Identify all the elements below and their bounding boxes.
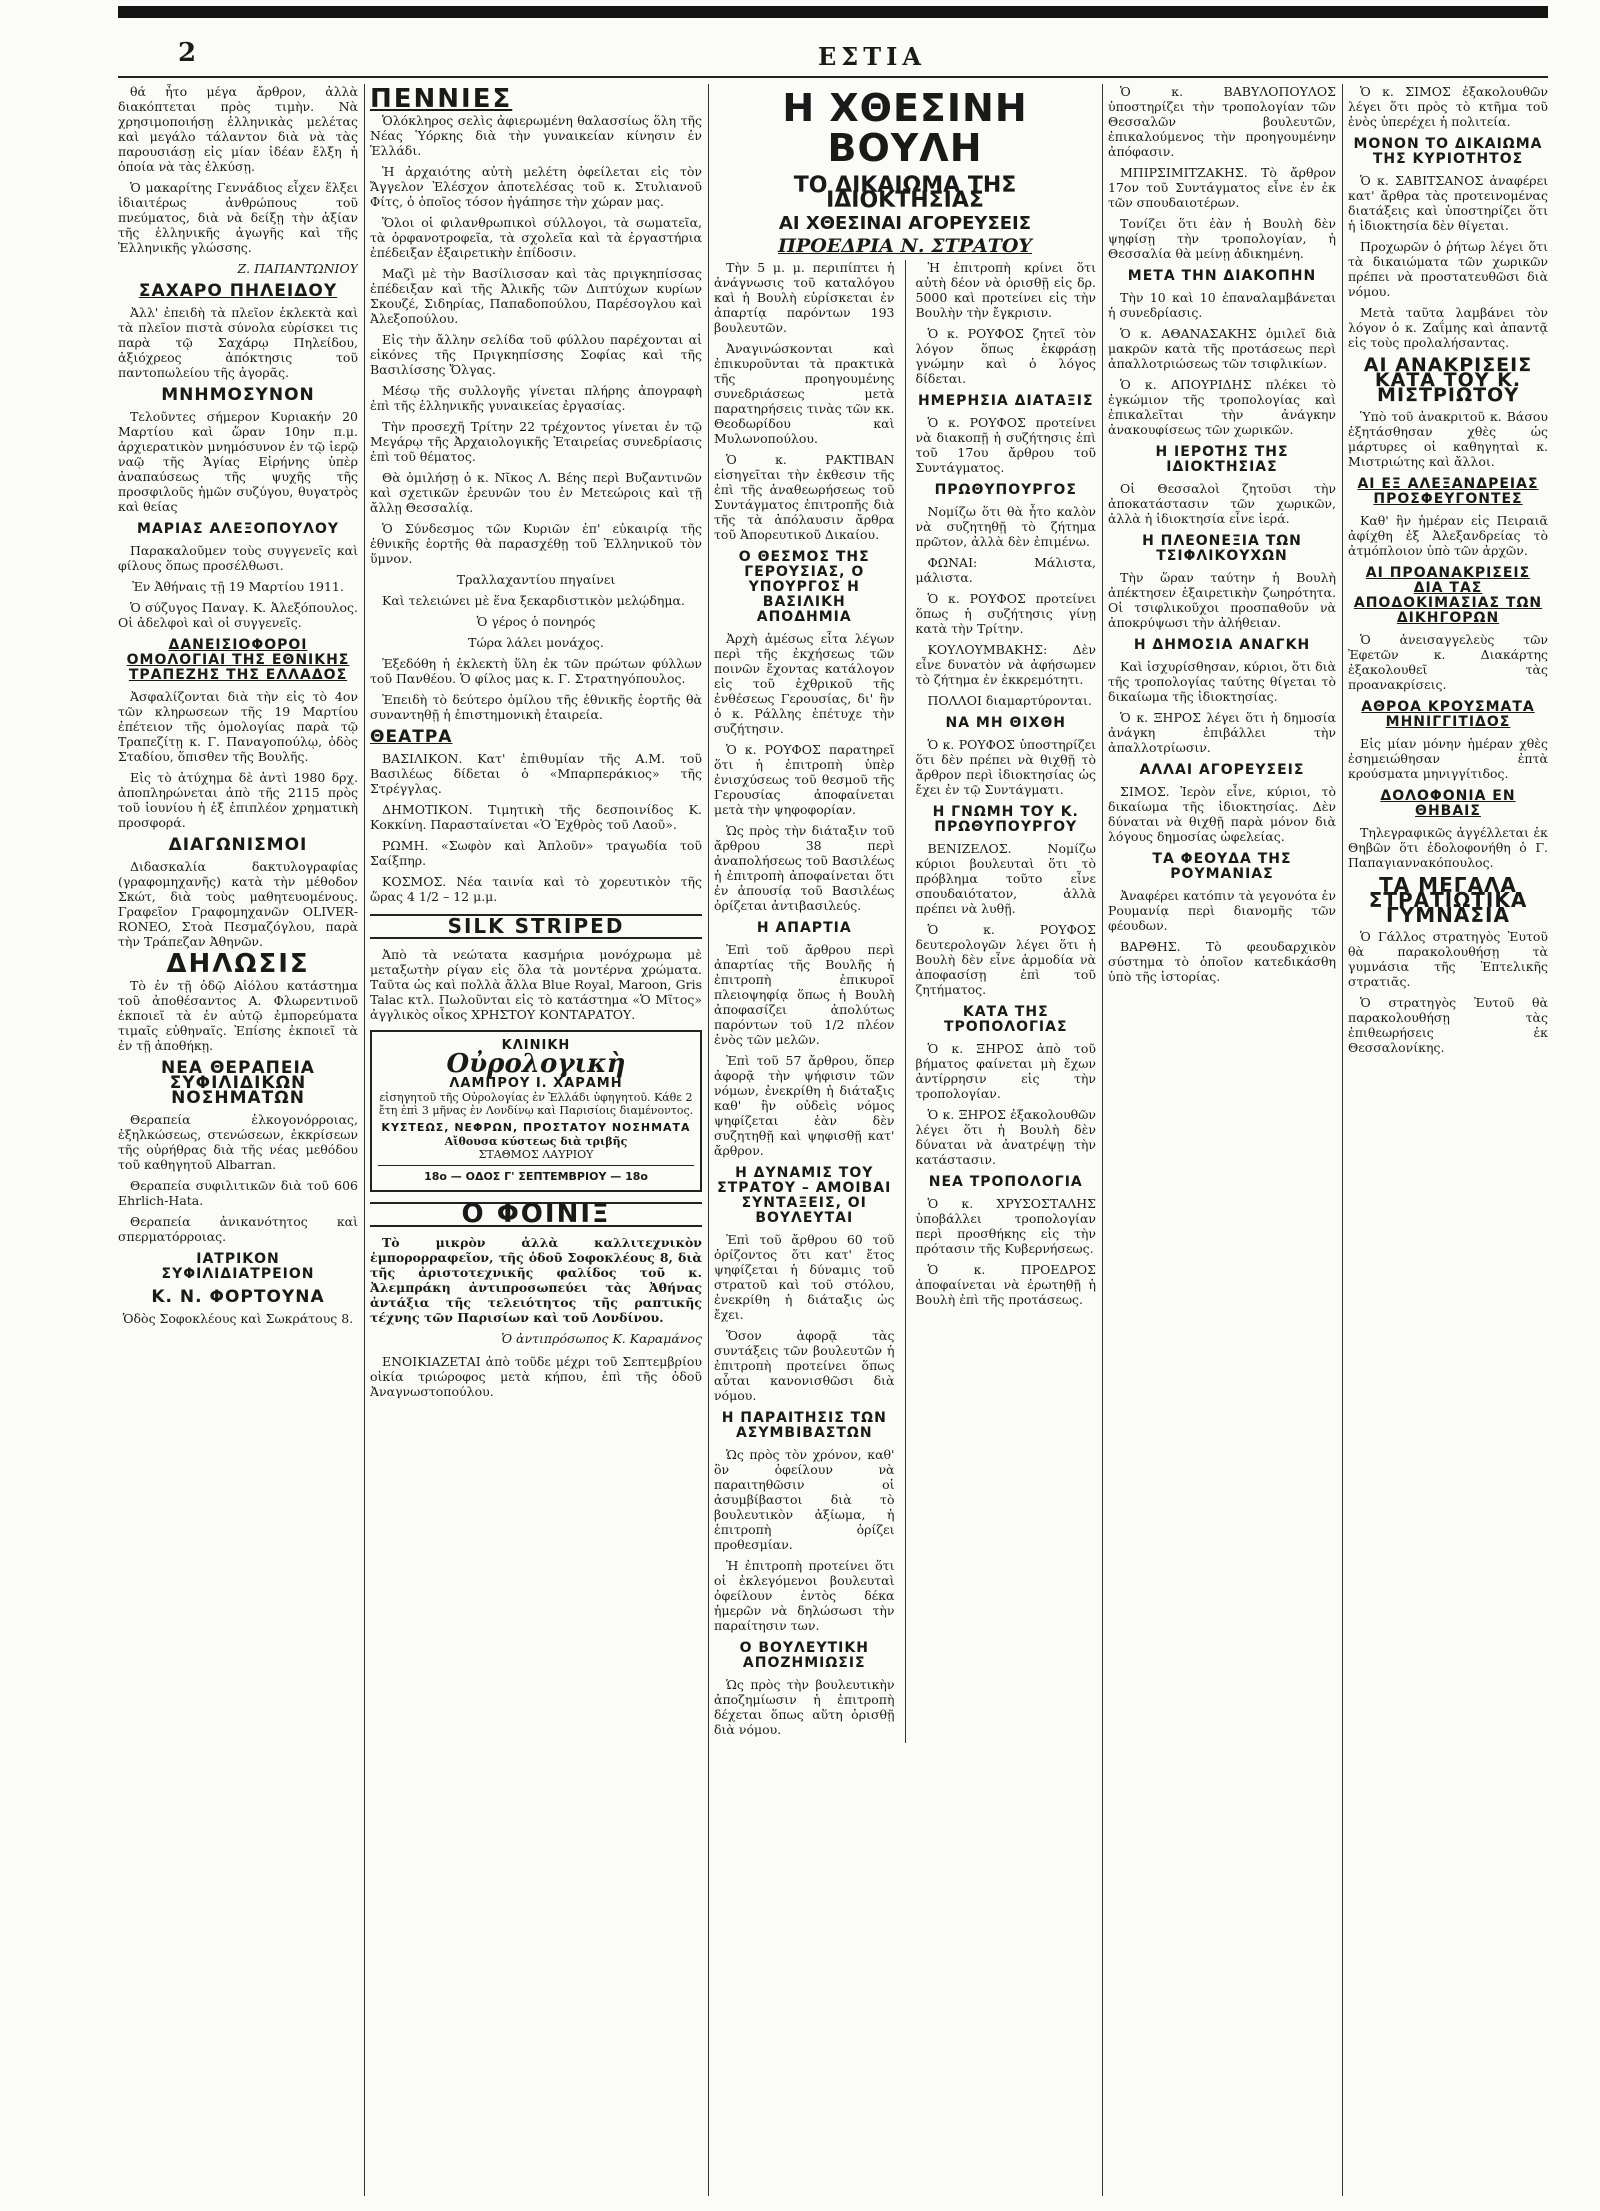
ad-text: ΣΤΑΘΜΟΣ ΛΑΥΡΙΟΥ xyxy=(478,1148,594,1161)
paragraph: Ὁ κ. ΑΘΑΝΑΣΑΚΗΣ ὁμιλεῖ διὰ μακρῶν κατὰ τῆς προτάσεως περὶ ἀπαλλοτριώσεως τῶν τσιφλικίων. xyxy=(1108,326,1336,371)
ad-title: Οὐρολογικὴ xyxy=(446,1049,626,1079)
paragraph: ΚΟΥΛΟΥΜΒΑΚΗΣ: Δὲν εἶνε δυνατὸν νὰ ἀφήσωμεν τὸ ζήτημα ἐν ἐκκρεμότητι. xyxy=(915,642,1096,687)
paragraph: Θεραπεία ἑλκογονόρροιας, ἐξηλκώσεως, στενώσεων, ἐκκρίσεων τῆς οὐρήθρας διὰ τῆς νέας μεθόδου τοῦ καθηγητοῦ Albarran. xyxy=(118,1112,358,1172)
signature: Ὁ ἀντιπρόσωπος Κ. Καραμάνος xyxy=(501,1331,702,1346)
paragraph: Καὶ ἰσχυρίσθησαν, κύριοι, ὅτι διὰ τῆς τροπολογίας ταύτης θίγεται τὸ δικαίωμα τῆς ἰδιοκτησίας. xyxy=(1108,659,1336,704)
date-line: Ἐν Ἀθήναις τῇ 19 Μαρτίου 1911. xyxy=(132,579,344,594)
paragraph: Ἀλλ' ἐπειδὴ τὰ πλεῖον ἐκλεκτὰ καὶ τὰ πλεῖον πιστὰ σύνολα εὑρίσκει τις παρὰ τῷ Σαχάρῳ Πηλείδου, ἀξιόχρεος ἀπόκτησις τοῦ παντοπωλείου τῆς ἀγορᾶς. xyxy=(118,305,358,380)
heading: ΑΛΛΑΙ ΑΓΟΡΕΥΣΕΙΣ xyxy=(1139,762,1305,778)
ad-address: 18ο — ΟΔΟΣ Γ' ΣΕΠΤΕΜΒΡΙΟΥ — 18ο xyxy=(378,1165,694,1184)
paragraph: ΒΑΡΘΗΣ. Τὸ φεουδαρχικὸν σύστημα τὸ ὁποῖον κατεδικάσθη ὑπὸ τῆς ἱστορίας. xyxy=(1108,939,1336,984)
paragraph: Ὁ κ. ΡΟΥΦΟΣ ζητεῖ τὸν λόγον ὅπως ἐκφράσῃ γνώμην καὶ ὁ λόγος δίδεται. xyxy=(915,326,1096,386)
paragraph: ΦΩΝΑΙ: Μάλιστα, μάλιστα. xyxy=(915,555,1096,585)
paragraph: Τὴν προσεχῆ Τρίτην 22 τρέχοντος γίνεται ἐν τῷ Μεγάρῳ τῆς Ἀρχαιολογικῆς Ἑταιρείας συνεδρίασις ἐπὶ τοῦ θέματος. xyxy=(370,419,702,464)
paragraph: Ἐπὶ τοῦ 57 ἄρθρου, ὅπερ ἀφορᾷ τὴν ψήφισιν τῶν νόμων, ἐνεκρίθη ἡ διάταξις καθ' ἣν οὐδεὶς νόμος ψηφίζεται ἐὰν δὲν συζητηθῇ καὶ ψηφισθῇ κατ' ἄρθρον. xyxy=(714,1053,895,1158)
top-black-band xyxy=(118,6,1548,18)
heading: ΘΕΑΤΡΑ xyxy=(370,727,453,747)
heading: ΑΙ ΑΝΑΚΡΙΣΕΙΣ ΚΑΤΑ ΤΟΥ Κ. ΜΙΣΤΡΙΩΤΟΥ xyxy=(1363,354,1533,406)
heading: Η ΙΕΡΟΤΗΣ ΤΗΣ ΙΔΙΟΚΤΗΣΙΑΣ xyxy=(1155,444,1289,475)
page-number: 2 xyxy=(178,38,197,68)
paragraph: Ὁ κ. ΡΟΥΦΟΣ προτείνει νὰ διακοπῇ ἡ συζήτησις ἐπὶ τοῦ 17ου ἄρθρου τοῦ Συντάγματος. xyxy=(915,415,1096,475)
paragraph: Ἡ ἀρχαιότης αὐτὴ μελέτη ὀφείλεται εἰς τὸν Ἄγγελον Ἑλέσχον ἀποτελέσας τοῦ κ. Στυλιανοῦ Φίτς, ὁ ὁποῖος τόσον ἠγάπησε τὴν χώραν μας. xyxy=(370,164,702,209)
heading: Η ΠΛΕΟΝΕΞΙΑ ΤΩΝ ΤΣΙΦΛΙΚΟΥΧΩΝ xyxy=(1142,533,1302,564)
story-subcolumn-left xyxy=(714,260,895,1743)
heading: Η ΔΥΝΑΜΙΣ ΤΟΥ ΣΤΡΑΤΟΥ – ΑΜΟΙΒΑΙ ΣΥΝΤΑΞΕΙΣ, ΟΙ ΒΟΥΛΕΥΤΑΙ xyxy=(717,1165,892,1226)
paragraph: Ὁ Σύνδεσμος τῶν Κυριῶν ἐπ' εὐκαιρίᾳ τῆς ἐθνικῆς ἑορτῆς θὰ παρασχέθῃ τοῦ Ἑλληνικοῦ τὸν ὕμνον. xyxy=(370,521,702,566)
paragraph: Ὁ κ. ΑΠΟΥΡΙΔΗΣ πλέκει τὸ ἐγκώμιον τῆς τροπολογίας καὶ ἐπικαλεῖται τὴν ἀνάγκην ἀνακουφίσεως τῶν χωρικῶν. xyxy=(1108,377,1336,437)
heading: Η ΠΑΡΑΙΤΗΣΙΣ ΤΩΝ ΑΣΥΜΒΙΒΑΣΤΩΝ xyxy=(721,1410,887,1441)
column-rule xyxy=(364,84,365,2196)
column-2 xyxy=(370,84,702,2196)
clinic-ad xyxy=(370,1030,702,1192)
paragraph: Μετὰ ταῦτα λαμβάνει τὸν λόγον ὁ κ. Ζαΐμης καὶ ἀπαντᾷ εἰς τοὺς προλαλήσαντας. xyxy=(1348,305,1548,350)
paragraph: Ὁ κ. ΡΟΥΦΟΣ δευτερολογῶν λέγει ὅτι ἡ Βουλὴ δὲν εἶνε ἁρμοδία νὰ ἀποφασίσῃ ἐπὶ τοῦ ζητήματος. xyxy=(915,922,1096,997)
paragraph: Τηλεγραφικῶς ἀγγέλλεται ἐκ Θηβῶν ὅτι ἐδολοφονήθη ὁ Γ. Παπαγιαννακόπουλος. xyxy=(1348,825,1548,870)
heading: ΔΗΛΩΣΙΣ xyxy=(166,949,310,979)
paragraph: Θεραπεία συφιλιτικῶν διὰ τοῦ 606 Ehrlich-Hata. xyxy=(118,1178,358,1208)
paragraph: Ὁ κ. ΒΑΒΥΛΟΠΟΥΛΟΣ ὑποστηρίζει τὴν τροπολογίαν τῶν Θεσσαλῶν βουλευτῶν, ἐπικαλούμενος τὴν προηγουμένην ἀπόφασιν. xyxy=(1108,84,1336,159)
paragraph: Ὁ κ. ΣΑΒΙΤΣΑΝΟΣ ἀναφέρει κατ' ἄρθρα τὰς προτεινομένας διατάξεις καὶ ὑποστηρίζει ὅτι ἡ ἰδιοκτησία δὲν θίγεται. xyxy=(1348,173,1548,233)
heading: ΔΙΑΓΩΝΙΣΜΟΙ xyxy=(168,835,308,855)
heading: ΜΝΗΜΟΣΥΝΟΝ xyxy=(161,385,315,405)
paragraph: ΡΩΜΗ. «Σωφὸν καὶ Ἀπλοῦν» τραγωδία τοῦ Σαίξπηρ. xyxy=(370,838,702,868)
paragraph: Ἡ ἐπιτροπὴ κρίνει ὅτι αὐτὴ δέον νὰ ὁρισθῇ εἰς δρ. 5000 καὶ προτείνει εἰς τὴν Βουλὴν τὴν ἔγκρισιν. xyxy=(915,260,1096,320)
paragraph: Ὁ κ. ΞΗΡΟΣ λέγει ὅτι ἡ δημοσία ἀνάγκη ἐπιβάλλει τὴν ἀπαλλοτρίωσιν. xyxy=(1108,710,1336,755)
heading: ΝΕΑ ΤΡΟΠΟΛΟΓΙΑ xyxy=(928,1174,1083,1190)
heading: Η ΔΗΜΟΣΙΑ ΑΝΑΓΚΗ xyxy=(1133,637,1311,653)
paragraph: Θεραπεία ἀνικανότητος καὶ σπερματόρροιας. xyxy=(118,1214,358,1244)
verse-line: Τώρα λάλει μονάχος. xyxy=(468,635,604,650)
heading: ΔΟΛΟΦΟΝΙΑ ΕΝ ΘΗΒΑΙΣ xyxy=(1380,788,1516,819)
paragraph: Τελοῦντες σήμερον Κυριακήν 20 Μαρτίου καὶ ὥραν 10ην π.μ. ἀρχιερατικὸν μνημόσυνον ἐν τῷ ἱερῷ ναῷ τῆς Ἁγίας Εἰρήνης ὑπὲρ ἀναπαύσεως τῆς ψυχῆς τῆς προσφιλοῦς ἡμῶν συζύγου, θυγατρὸς καὶ θείας xyxy=(118,409,358,514)
paragraph: Ὁ κ. ΞΗΡΟΣ ἀπὸ τοῦ βήματος φαίνεται μὴ ἔχων ἀντίρρησιν εἰς τὴν τροπολογίαν. xyxy=(915,1041,1096,1101)
column-4 xyxy=(1108,84,1336,2196)
heading: ΑΙ ΕΞ ΑΛΕΞΑΝΔΡΕΙΑΣ ΠΡΟΣΦΕΥΓΟΝΤΕΣ xyxy=(1357,476,1539,507)
paragraph: Ὁ κ. ΡΟΥΦΟΣ παρατηρεῖ ὅτι ἡ ἐπιτροπὴ ὑπὲρ ἐνισχύσεως τοῦ θεσμοῦ τῆς Γερουσίας ἀποφαίνεται μετὰ τὴν ψηφοφορίαν. xyxy=(714,742,895,817)
heading: ΜΟΝΟΝ ΤΟ ΔΙΚΑΙΩΜΑ ΤΗΣ ΚΥΡΙΟΤΗΤΟΣ xyxy=(1353,136,1543,167)
paragraph: Καὶ τελειώνει μὲ ἕνα ξεκαρδιστικὸν μελῴδημα. xyxy=(382,593,685,608)
heading: Η ΓΝΩΜΗ ΤΟΥ Κ. ΠΡΩΘΥΠΟΥΡΓΟΥ xyxy=(932,804,1079,835)
paragraph: θά ἦτο μέγα ἄρθρον, ἀλλὰ διακόπτεται πρὸς τιμὴν. Νὰ χρησιμοποιήσῃ ἐλληνικὰς μελέτας καὶ μεγάλο τάλαντον διὰ νὰ τὰς παρουσιάσῃ εἰς μίαν ἰδέαν ἔλξη ἡ ὁποία νὰ τὰς ἐλκύσῃ. xyxy=(118,84,358,174)
deceased-name: ΜΑΡΙΑΣ ΑΛΕΞΟΠΟΥΛΟΥ xyxy=(136,521,340,537)
paragraph: Ὁ κ. ΡΟΥΦΟΣ ὑποστηρίζει ὅτι δὲν πρέπει νὰ θιχθῇ τὸ ἄρθρον περὶ ἰδιοκτησίας ὡς ἔχει ἐν τῷ Συντάγματι. xyxy=(915,737,1096,797)
heading: ΠΕΝΝΙΕΣ xyxy=(370,84,513,114)
heading: ΠΡΩΘΥΠΟΥΡΓΟΣ xyxy=(934,482,1077,498)
paragraph: ΒΕΝΙΖΕΛΟΣ. Νομίζω κύριοι βουλευταὶ ὅτι τὸ πρόβλημα τοῦτο εἶνε σπουδαιότατον, ἀλλὰ πρέπει νὰ λυθῇ. xyxy=(915,841,1096,916)
column-3 xyxy=(714,84,1096,2196)
heading: ΤΑ ΜΕΓΑΛΑ ΣΤΡΑΤΙΩΤΙΚΑ ΓΥΜΝΑΣΙΑ xyxy=(1368,873,1528,927)
doctor-name: ΛΑΜΠΡΟΥ Ι. ΧΑΡΑΜΗ xyxy=(449,1076,623,1091)
paragraph: ΣΙΜΟΣ. Ἱερὸν εἶνε, κύριοι, τὸ δικαίωμα τῆς ἰδιοκτησίας. Δὲν δύναται νὰ θιχθῇ παρὰ μόνον διὰ λόγους δημοσίας ὠφελείας. xyxy=(1108,784,1336,844)
paragraph: Εἰς τὸ ἀτύχημα δὲ ἀντὶ 1980 δρχ. ἀποπληρώνεται ἀπὸ τῆς 2115 πρὸς τοῦ ἰουνίου ἡ ἐξ ἐπιπλέον χρηματικὴ προσφορά. xyxy=(118,770,358,830)
paragraph: Προχωρῶν ὁ ῥήτωρ λέγει ὅτι τὰ δικαιώματα τῶν χωρικῶν πρέπει νὰ προστατευθῶσι διὰ νόμου. xyxy=(1348,239,1548,299)
paragraph: Τὴν ὥραν ταύτην ἡ Βουλὴ ἀπέκτησεν ἐξαιρετικὴν ζωηρότητα. Οἱ τσιφλικοῦχοι προσπαθοῦν νὰ ἀποκρύψωσι τὴν ἀλήθειαν. xyxy=(1108,570,1336,630)
paragraph: Ἐπὶ τοῦ ἄρθρου 60 τοῦ ὁρίζοντος ὅτι κατ' ἔτος ψηφίζεται ἡ δύναμις τοῦ στρατοῦ καὶ τοῦ στόλου, ἐνεκρίθη ἡ διάταξις ὡς ἔχει. xyxy=(714,1232,895,1322)
paragraph: Θὰ ὁμιλήσῃ ὁ κ. Νῖκος Λ. Βέης περὶ Βυζαντινῶν καὶ σχετικῶν ἐρευνῶν του ἐν Μετεώροις καὶ τῇ ἄλλῃ Θεσσαλίᾳ. xyxy=(370,470,702,515)
paragraph: Ὡς πρὸς τὸν χρόνον, καθ' ὃν ὀφείλουν νὰ παραιτηθῶσιν οἱ ἀσυμβίβαστοι διὰ τὸ βουλευτικὸν ἀξίωμα, ἡ ἐπιτροπὴ ὁρίζει προθεσμίαν. xyxy=(714,1447,895,1552)
main-headline: Η ΧΘΕΣΙΝΗ ΒΟΥΛΗ xyxy=(782,86,1028,170)
paragraph: Ἀναφέρει κατόπιν τὰ γεγονότα ἐν Ρουμανίᾳ περὶ διανομῆς τῶν φέουδων. xyxy=(1108,888,1336,933)
heading: ΣΑΧΑΡΟ ΠΗΛΕΙΔΟΥ xyxy=(138,281,338,301)
verse-line: Ὁ γέρος ὁ πονηρός xyxy=(476,614,596,629)
main-subheadline-2: ΑΙ ΧΘΕΣΙΝΑΙ ΑΓΟΡΕΥΣΕΙΣ xyxy=(778,213,1032,234)
heading: ΤΑ ΦΕΟΥΔΑ ΤΗΣ ΡΟΥΜΑΝΙΑΣ xyxy=(1152,851,1292,882)
ad-text: εἰσηγητοῦ τῆς Οὐρολογίας ἐν Ἑλλάδι ὑφηγητοῦ. Κάθε 2 ἔτη ἐπὶ 3 μῆνας ἐν Λονδίνῳ καὶ Παρισίοις διαμένοντος. xyxy=(378,1091,694,1117)
paragraph: Ἐπὶ τοῦ ἄρθρου περὶ ἀπαρτίας τῆς Βουλῆς ἡ ἐπιτροπὴ ἐπικυροῖ πλειοψηφίᾳ ὅπως ἡ Βουλὴ ἀποφασίζει ἀπολύτως παρόντων τοῦ 1/2 πλέον ἑνὸς τῶν μελῶν. xyxy=(714,942,895,1047)
paragraph: Ἡ ἐπιτροπὴ προτείνει ὅτι οἱ ἐκλεγόμενοι βουλευταὶ ὀφείλουν ἐντὸς δέκα ἡμερῶν νὰ δηλώσωσι τὴν παραίτησιν των. xyxy=(714,1558,895,1633)
paragraph: Ὁλόκληρος σελὶς ἀφιερωμένη θαλασσίως ὅλη τῆς Νέας Ὑόρκης διὰ τὴν γυναικείαν κίνησιν ἐν Ἑλλάδι. xyxy=(370,113,702,158)
paragraph: ΚΟΣΜΟΣ. Νέα ταινία καὶ τὸ χορευτικὸν τῆς ὥρας 4 1/2 – 12 μ.μ. xyxy=(370,874,702,904)
paragraph: Παρακαλοῦμεν τοὺς συγγενεῖς καὶ φίλους ὅπως προσέλθωσι. xyxy=(118,543,358,573)
paragraph: Ὁ κ. ΣΙΜΟΣ ἐξακολουθῶν λέγει ὅτι πρὸς τὸ κτῆμα τοῦ ἑνὸς ὑπερέχει ἡ πολιτεία. xyxy=(1348,84,1548,129)
ad-text: Αἴθουσα κύστεως διὰ τριβῆς xyxy=(444,1135,628,1148)
paragraph: Τὸ ἐν τῇ ὁδῷ Αἰόλου κατάστημα τοῦ ἀποθέσαντος Α. Φλωρεντινοῦ ἐκποιεῖ τὰ ἐν αὐτῷ ἐμπορεύματα τιμαῖς εὐθηναῖς. Ἐπίσης ἐκποιεῖ τὰ ἐν τῇ ἀποθήκῃ. xyxy=(118,978,358,1053)
column-5 xyxy=(1348,84,1548,2196)
ad-heading: ΚΛΙΝΙΚΗ xyxy=(501,1038,571,1053)
paragraph: Ἐπειδὴ τὸ δεύτερο ὁμίλου τῆς ἐθνικῆς ἑορτῆς θὰ συναντηθῇ ἡ ἐπιστημονικὴ ἑταιρεία. xyxy=(370,692,702,722)
paragraph: ΠΟΛΛΟΙ διαμαρτύρονται. xyxy=(927,693,1092,708)
paragraph: ΜΠΙΡΣΙΜΙΤΖΑΚΗΣ. Τὸ ἄρθρον 17ον τοῦ Συντάγματος εἶνε ἐν ἐκ τῶν σπουδαιοτέρων. xyxy=(1108,165,1336,210)
paragraph: Ὅσον ἀφορᾷ τὰς συντάξεις τῶν βουλευτῶν ἡ ἐπιτροπὴ προτείνει ὅπως αὗται κανονισθῶσι διὰ νόμου. xyxy=(714,1328,895,1403)
verse-line: Τραλλαχαντίου πηγαίνει xyxy=(456,572,616,587)
ad-title: SILK STRIPED xyxy=(370,914,702,939)
paragraph: ΕΝΟΙΚΙΑΖΕΤΑΙ ἀπὸ τοῦδε μέχρι τοῦ Σεπτεμβρίου οἰκία τριώροφος μετὰ κήπου, ἐπὶ τῆς ὁδοῦ Ἀναγνωστοπούλου. xyxy=(370,1354,702,1399)
paragraph: Ὁ σύζυγος Παναγ. Κ. Ἀλεξόπουλος. Οἱ ἀδελφοὶ καὶ οἱ συγγενεῖς. xyxy=(118,600,358,630)
running-header xyxy=(118,38,1548,78)
paragraph: Ἀσφαλίζονται διὰ τὴν εἰς τὸ 4ον τῶν κληρωσεων τῆς 19 Μαρτίου ἐπέτειον τῆς ὁμολογίας παρὰ τῷ Τραπεζίτῃ κ. Γ. Παναγοπούλῳ, ὁδὸς Σταδίου, ὅπισθεν τῆς Βουλῆς. xyxy=(118,689,358,764)
heading: ΑΙ ΠΡΟΑΝΑΚΡΙΣΕΙΣ ΔΙΑ ΤΑΣ ΑΠΟΔΟΚΙΜΑΣΙΑΣ ΤΩΝ ΔΙΚΗΓΟΡΩΝ xyxy=(1353,565,1543,626)
presiding-line: ΠΡΟΕΔΡΙΑ Ν. ΣΤΡΑΤΟΥ xyxy=(778,235,1032,257)
paragraph: Ὁ ἀνεισαγγελεὺς τῶν Ἐφετῶν κ. Διακάρτης ἐξακολουθεῖ τὰς προανακρίσεις. xyxy=(1348,632,1548,692)
column-rule xyxy=(1102,84,1103,2196)
paragraph: Ὡς πρὸς τὴν διάταξιν τοῦ ἄρθρου 38 περὶ ἀναπολήσεως τοῦ Βασιλέως ἡ ἐπιτροπὴ ἀποφαίνεται ὅτι ἐν ἀπουσίᾳ τοῦ Βασιλέως ὁρίζεται ἀντιβασιλεύς. xyxy=(714,823,895,913)
heading: Η ΑΠΑΡΤΙΑ xyxy=(756,920,852,936)
column-rule xyxy=(1342,84,1343,2196)
newspaper-columns xyxy=(118,84,1548,2196)
heading: ΝΑ ΜΗ ΘΙΧΘΗ xyxy=(945,715,1066,731)
paragraph: Νομίζω ὅτι θὰ ἦτο καλὸν νὰ συζητηθῇ τὸ ζήτημα πρῶτον, ἀλλὰ δὲν ἐπιμένω. xyxy=(915,504,1096,549)
main-subheadline: ΤΟ ΔΙΚΑΙΩΜΑ ΤΗΣ ΙΔΙΟΚΤΗΣΙΑΣ xyxy=(793,173,1017,213)
paragraph: Ὁ κ. ΡΑΚΤΙΒΑΝ εἰσηγεῖται τὴν ἐκθεσιν τῆς ἐπὶ τῆς ἀναθεωρήσεως τοῦ Συντάγματος ἐπιτροπῆς διὰ τῆς τὰ ἀπόλαυσιν ἄρθρα τοῦ Ἀπορευτικοῦ Δικαίου. xyxy=(714,452,895,542)
heading: ΚΑΤΑ ΤΗΣ ΤΡΟΠΟΛΟΓΙΑΣ xyxy=(943,1004,1068,1035)
paragraph: Μαζὶ μὲ τὴν Βασίλισσαν καὶ τὰς πριγκηπίσσας ἐπέδειξαν καὶ τῆς Ἀλικῆς τῶν Διπτύχων κυρίων Σκουζέ, Σιδηρίας, Παπαδοπούλου, Παρέσογλου καὶ Ἀλεξοπούλου. xyxy=(370,266,702,326)
paragraph: Ὁ στρατηγὸς Ἐυτοῦ θὰ παρακολουθήσῃ τὰς ἐπιθεωρήσεις ἐκ Θεσσαλονίκης. xyxy=(1348,995,1548,1055)
paragraph: Καθ' ἣν ἡμέραν εἰς Πειραιᾶ ἀφίχθη ἐξ Ἀλεξανδρείας τὸ ἀτμόπλοιον ὑπὸ τῶν ἀρχῶν. xyxy=(1348,513,1548,558)
paragraph: Ὁ Γάλλος στρατηγὸς Ἐυτοῦ θὰ παρακολουθήσῃ τὰ γυμνάσια τῆς Ἐπτελικῆς στρατιᾶς. xyxy=(1348,929,1548,989)
paragraph: Ἀναγινώσκονται καὶ ἐπικυροῦνται τὰ πρακτικὰ τῆς προηγουμένης συνεδριάσεως μετὰ παρατηρήσεις τινὰς τῶν κκ. Θεοδωρίδου καὶ Μυλωνοπούλου. xyxy=(714,341,895,446)
address: Ὁδὸς Σοφοκλέους καὶ Σωκράτους 8. xyxy=(122,1311,354,1326)
paragraph: Εἰς τὴν ἄλλην σελίδα τοῦ φύλλου παρέχονται αἱ εἰκόνες τῆς Πριγκηπίσσης Σοφίας καὶ τῆς Βασιλίσσης Ὄλγας. xyxy=(370,332,702,377)
heading: Ο ΘΕΣΜΟΣ ΤΗΣ ΓΕΡΟΥΣΙΑΣ, Ο ΥΠΟΥΡΓΟΣ Η ΒΑΣΙΛΙΚΗ ΑΠΟΔΗΜΙΑ xyxy=(738,549,870,625)
paragraph: ΒΑΣΙΛΙΚΟΝ. Κατ' ἐπιθυμίαν τῆς Α.Μ. τοῦ Βασιλέως δίδεται ὁ «Μπαρπεράκιος» τῆς Στρέγγλας. xyxy=(370,751,702,796)
paragraph: Ὁ μακαρίτης Γεννάδιος εἶχεν ἕλξει ἰδιαιτέρως ἀνθρώπους τοῦ πνεύματος, διὰ νὰ δείξῃ τὴν ἀξίαν τῆς ἑλληνικῆς ἀγωγῆς καὶ τῆς Ἑλληνικῆς γλώσσης. xyxy=(118,180,358,255)
paragraph: Τὴν 10 καὶ 10 ἐπαναλαμβάνεται ἡ συνεδρίασις. xyxy=(1108,290,1336,320)
paragraph: Ὅλοι οἱ φιλανθρωπικοὶ σύλλογοι, τὰ σωματεῖα, τὰ ὀρφανοτροφεῖα, τὰ σχολεῖα καὶ τὰ ἐργαστήρια ἐπέδειξαν ἐξαιρετικὴν ἐπίδοσιν. xyxy=(370,215,702,260)
ad-specialty: ΚΥΣΤΕΩΣ, ΝΕΦΡΩΝ, ΠΡΟΣΤΑΤΟΥ ΝΟΣΗΜΑΤΑ xyxy=(381,1121,691,1134)
paragraph: Ὁ κ. ΠΡΟΕΔΡΟΣ ἀποφαίνεται νὰ ἐρωτηθῇ ἡ Βουλὴ ἐπὶ τῆς προτάσεως. xyxy=(915,1262,1096,1307)
paragraph: Τονίζει ὅτι ἐὰν ἡ Βουλὴ δὲν ψηφίσῃ τὴν τροπολογίαν, ἡ Θεσσαλία θὰ μείνῃ ἀδικημένη. xyxy=(1108,216,1336,261)
paragraph: Διδασκαλία δακτυλογραφίας (γραφομηχανῆς) κατὰ τὴν μέθοδον Σκώτ, διὰ τοὺς μαθητευομένους. Γραφεῖον Γραφομηχανῶν OLIVER-RONEO, Στοὰ Πεσμαζόγλου, παρὰ τὴν Τράπεζαν Ἀθηνῶν. xyxy=(118,859,358,949)
heading: ΜΕΤΑ ΤΗΝ ΔΙΑΚΟΠΗΝ xyxy=(1127,268,1317,284)
story-subcolumns xyxy=(714,260,1096,1743)
paragraph: ΔΗΜΟΤΙΚΟΝ. Τιμητικὴ τῆς δεσποινίδος Κ. Κοκκίνη. Παρασταίνεται «Ὁ Ἐχθρὸς τοῦ Λαοῦ». xyxy=(370,802,702,832)
column-rule xyxy=(708,84,709,2196)
doctor-name: Κ. Ν. ΦΟΡΤΟΥΝΑ xyxy=(151,1287,325,1307)
paragraph: Ὁ κ. ΧΡΥΣΟΣΤΑΛΗΣ ὑποβάλλει τροπολογίαν περὶ προσθήκης εἰς τὴν πρότασιν τῆς Κυβερνήσεως. xyxy=(915,1196,1096,1256)
ad-text: Τὸ μικρὸν ἀλλὰ καλλιτεχνικὸν ἐμπορορραφεῖον, τῆς ὁδοῦ Σοφοκλέους 8, διὰ τῆς ἀριστοτεχνικῆς φαλίδος τοῦ κ. Ἀλεμπράκη ἀντιπροσωπεύει τὰς Ἀθήνας ἀντάξια τῆς τελειότητος τῆς ραπτικῆς τέχνης τῶν Παρισίων καὶ τοῦ Λονδίνου. xyxy=(370,1235,702,1325)
heading: ΙΑΤΡΙΚΟΝ ΣΥΦΙΛΙΔΙΑΤΡΕΙΟΝ xyxy=(161,1251,315,1282)
paragraph: Ἀρχὴ ἀμέσως εἶτα λέγων περὶ τῆς ἐκχήσεως τῶν ποινῶν ἔχοντας κατάλογον εἰς τοῦ ἐχθρικοῦ τῆς ἐνθέσεως Γερουσίας, δι' ἣν ὁ κ. Ράλλης ἐπέτυχε τὴν συζήτησιν. xyxy=(714,631,895,736)
signature: Ζ. ΠΑΠΑΝΤΩΝΙΟΥ xyxy=(237,261,358,276)
paragraph: Ὁ κ. ΡΟΥΦΟΣ προτείνει ὅπως ἡ συζήτησις γίνῃ κατὰ τὴν Τρίτην. xyxy=(915,591,1096,636)
masthead: ΕΣΤΙΑ xyxy=(818,42,926,71)
heading: ΗΜΕΡΗΣΙΑ ΔΙΑΤΑΞΙΣ xyxy=(917,393,1094,409)
paragraph: Ἐξεδόθη ἡ ἐκλεκτὴ ὕλη ἐκ τῶν πρώτων φύλλων τοῦ Πανθέου. Ὁ φίλος μας κ. Γ. Στρατηγόπουλος. xyxy=(370,656,702,686)
paragraph: Ὑπὸ τοῦ ἀνακριτοῦ κ. Βάσου ἐξητάσθησαν χθὲς ὡς μάρτυρες οἱ καθηγηταὶ κ. Μιστριώτης καὶ ἄλλοι. xyxy=(1348,409,1548,469)
paragraph: Τὴν 5 μ. μ. περιπίπτει ἡ ἀνάγνωσις τοῦ καταλόγου καὶ ἡ Βουλὴ εὑρίσκεται ἐν ἀπαρτίᾳ παρόντων 193 βουλευτῶν. xyxy=(714,260,895,335)
paragraph: Ὡς πρὸς τὴν βουλευτικὴν ἀποζημίωσιν ἡ ἐπιτροπὴ δέχεται ὅπως αὕτη ὁρισθῇ διὰ νόμου. xyxy=(714,1677,895,1737)
paragraph: Ὁ κ. ΞΗΡΟΣ ἐξακολουθῶν λέγει ὅτι ἡ Βουλὴ δὲν δύναται νὰ ἀνατρέψῃ τὴν κατάστασιν. xyxy=(915,1107,1096,1167)
heading: Ο ΒΟΥΛΕΥΤΙΚΗ ΑΠΟΖΗΜΙΩΣΙΣ xyxy=(739,1640,869,1671)
heading: ΑΘΡΟΑ ΚΡΟΥΣΜΑΤΑ ΜΗΝΙΓΓΙΤΙΔΟΣ xyxy=(1361,699,1535,730)
paragraph: Μέσῳ τῆς συλλογῆς γίνεται πλήρης ἀπογραφὴ ἐπὶ τῆς ἑλληνικῆς γυναικείας ἐργασίας. xyxy=(370,383,702,413)
ad-title: Ο ΦΟΙΝΙΞ xyxy=(370,1202,702,1227)
heading: ΔΑΝΕΙΣΙΟΦΟΡΟΙ ΟΜΟΛΟΓΙΑΙ ΤΗΣ ΕΘΝΙΚΗΣ ΤΡΑΠΕΖΗΣ ΤΗΣ ΕΛΛΑΔΟΣ xyxy=(126,637,350,683)
story-subcolumn-right xyxy=(916,260,1097,1743)
paragraph: Οἱ Θεσσαλοὶ ζητοῦσι τὴν ἀποκατάστασιν τῶν χωρικῶν, ἀλλὰ ἡ ἱδιοκτησία εἶνε ἱερά. xyxy=(1108,481,1336,526)
heading: ΝΕΑ ΘΕΡΑΠΕΙΑ ΣΥΦΙΛΙΔΙΚΩΝ ΝΟΣΗΜΑΤΩΝ xyxy=(161,1058,315,1108)
ad-text: Ἀπὸ τὰ νεώτατα κασμήρια μονόχρωμα μὲ μεταξωτὴν ρίγαν εἰς ὅλα τὰ μοντέρνα χρώματα. Ταῦτα ὡς καὶ πολλὰ ἄλλα Blue Royal, Maroon, Gris Talac κτλ. Πωλοῦνται εἰς τὸ κατάστημα «Ὁ Μῖτος» ἀγγλικὸς οἶκος ΧΡΗΣΤΟΥ ΚΟΝΤΑΡΑΤΟΥ. xyxy=(370,947,702,1022)
paragraph: Εἰς μίαν μόνην ἡμέραν χθὲς ἐσημειώθησαν ἐπτὰ κρούσματα μηνιγγίτιδος. xyxy=(1348,736,1548,781)
subcolumn-rule xyxy=(905,260,906,1743)
column-1 xyxy=(118,84,358,2196)
